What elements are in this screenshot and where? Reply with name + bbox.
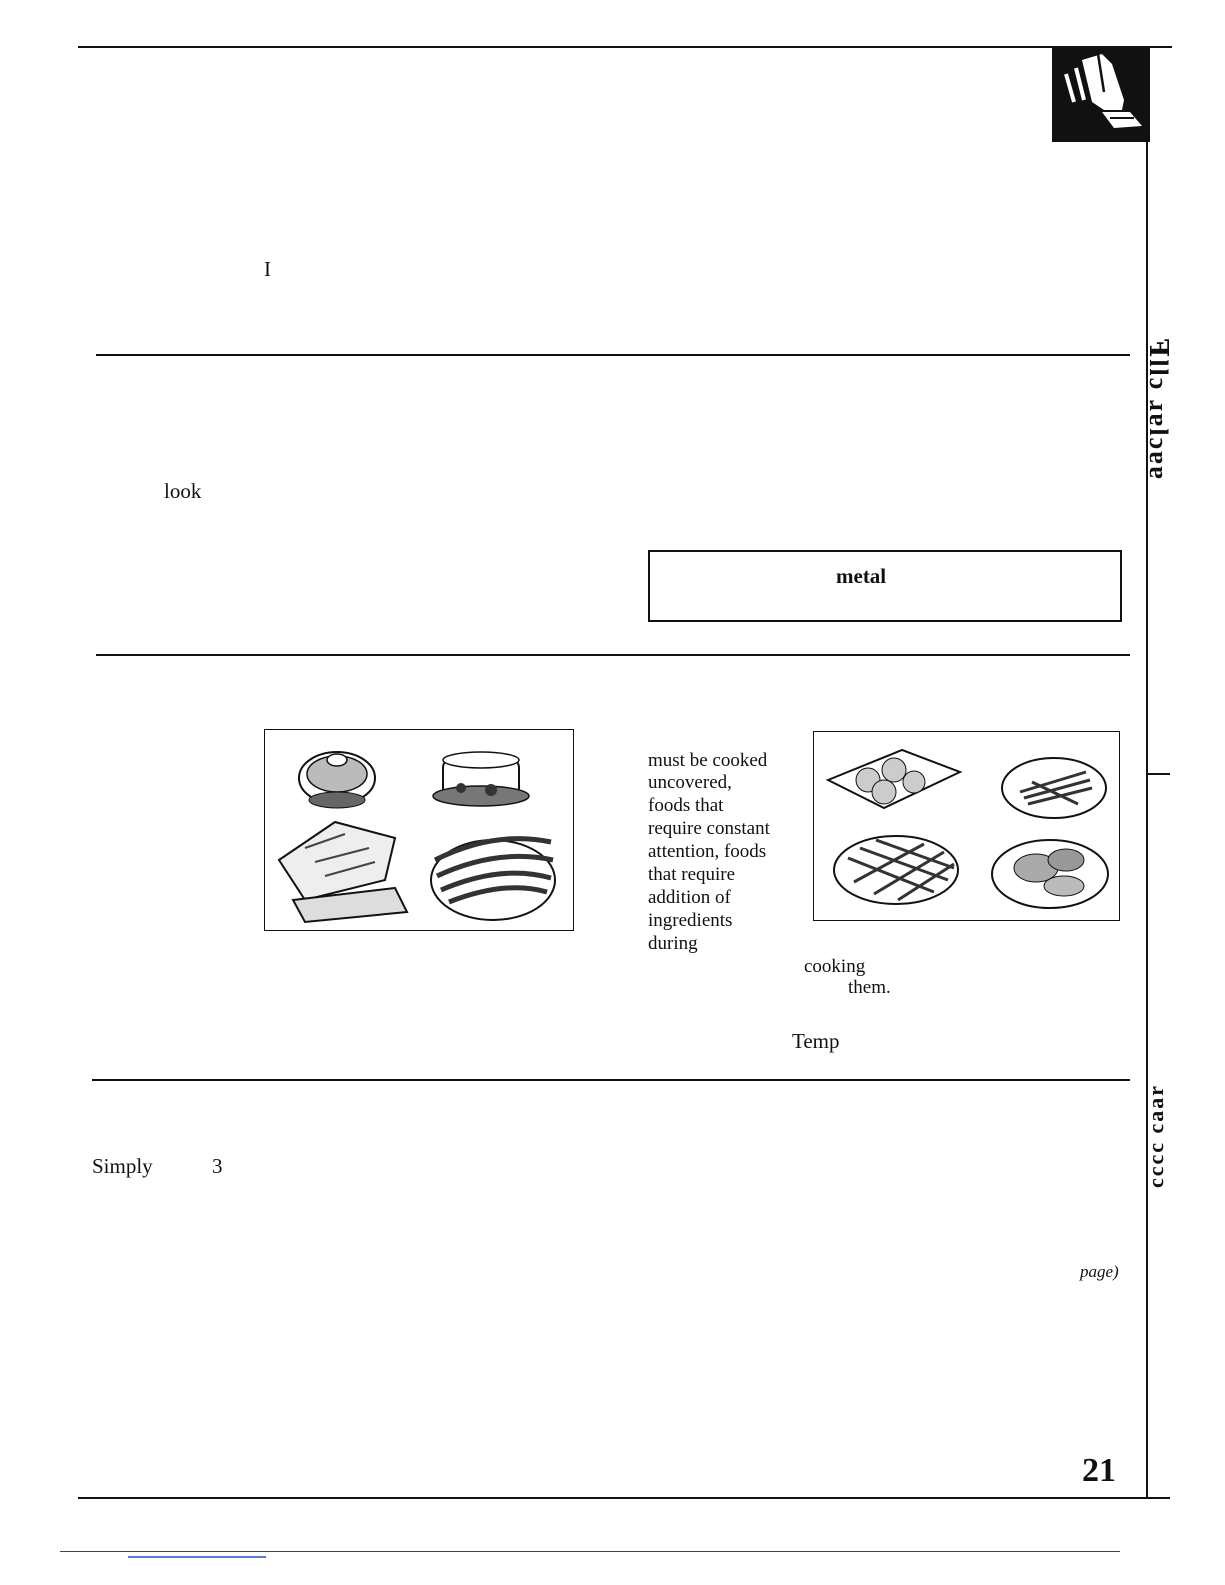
column-line-4: require constant <box>648 818 770 839</box>
column-line-6: that require <box>648 864 736 885</box>
hand-pressing-button-icon <box>1052 48 1150 142</box>
covered-foods-illustration <box>264 729 574 931</box>
column-line-1: must be cooked <box>648 750 768 771</box>
text-fragment-3: 3 <box>212 1154 223 1178</box>
side-tab-text-lower: ɹɐɐɔ ɔɔɔɔ <box>1148 1085 1173 1191</box>
section-rule-2 <box>96 654 1130 656</box>
column-line-9: during <box>648 933 698 954</box>
uncovered-foods-illustration <box>813 731 1120 921</box>
side-tab-text-upper: ꟻllɔ ɹɐlɔɐɐ <box>1144 338 1173 482</box>
scan-ruler-highlight <box>128 1556 266 1558</box>
section-rule-3 <box>92 1079 1130 1081</box>
column-line-3: foods that <box>648 795 724 816</box>
text-fragment-simply: Simply <box>92 1154 153 1178</box>
text-fragment-page-ref: page) <box>1080 1262 1119 1281</box>
food-plates-icon <box>814 732 1119 920</box>
column-line-2: uncovered, <box>648 772 732 793</box>
top-rule <box>78 46 1172 48</box>
section-rule-1 <box>96 354 1130 356</box>
column-line-7: addition of <box>648 887 731 908</box>
bottom-rule <box>78 1497 1148 1499</box>
text-fragment-look: look <box>164 479 202 503</box>
warning-callout-box <box>648 550 1122 622</box>
right-tick-2 <box>1148 1497 1170 1499</box>
section-tab <box>1052 48 1150 142</box>
text-fragment-i: I <box>264 257 271 281</box>
right-edge-rule <box>1146 46 1148 1498</box>
text-fragment-cooking: cooking <box>804 956 866 977</box>
page-number: 21 <box>1082 1452 1116 1489</box>
callout-text-metal: metal <box>836 564 887 588</box>
text-fragment-temp: Temp <box>792 1029 840 1053</box>
column-line-8: ingredients <box>648 910 733 931</box>
food-dishes-icon <box>265 730 573 930</box>
column-line-5: attention, foods <box>648 841 767 862</box>
scan-ruler <box>60 1551 1120 1552</box>
text-fragment-them: them. <box>848 977 891 998</box>
right-tick-1 <box>1148 773 1170 775</box>
